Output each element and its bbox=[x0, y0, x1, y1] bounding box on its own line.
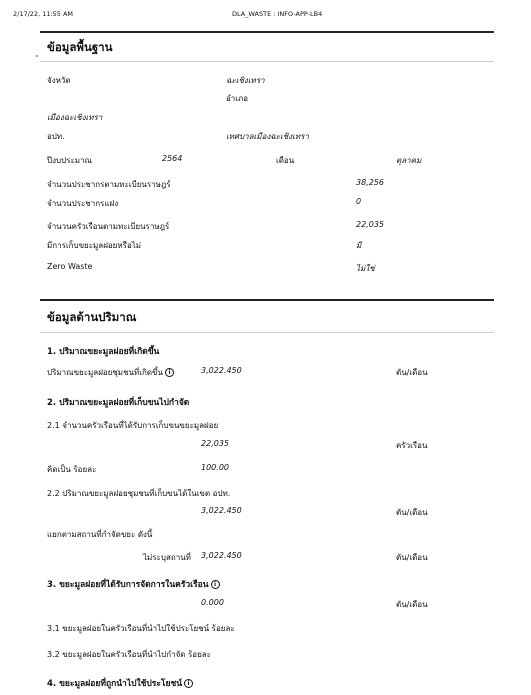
households-label: จำนวนครัวเรือนตามทะเบียนราษฎร์ bbox=[47, 222, 170, 231]
basic-section-title: ข้อมูลพื้นฐาน bbox=[47, 40, 113, 54]
collected-households-label: 2.1 จำนวนครัวเรือนที่ได้รับการเก็บขนขยะมูลฝอย bbox=[47, 421, 219, 430]
zero-waste-label: Zero Waste bbox=[47, 262, 93, 271]
household-managed-unit: ตัน/เดือน bbox=[396, 600, 428, 609]
unspecified-site-unit: ตัน/เดือน bbox=[396, 553, 428, 562]
district-value: เมืองฉะเชิงเทรา bbox=[47, 113, 103, 122]
month-value: ตุลาคม bbox=[396, 156, 422, 165]
latent-population-value: 0 bbox=[356, 197, 362, 206]
info-circle-icon[interactable]: i bbox=[184, 679, 193, 688]
section-rule-quantity bbox=[40, 299, 494, 301]
section-top-rule bbox=[40, 31, 494, 33]
print-datetime: 2/17/22, 11:55 AM bbox=[13, 10, 74, 18]
budget-year-value: 2564 bbox=[162, 154, 183, 163]
info-circle-icon[interactable]: i bbox=[211, 580, 220, 589]
quantity-divider bbox=[40, 332, 494, 333]
section-4-title: 4. ขยะมูลฝอยที่ถูกนำไปใช้ประโยชน์ i bbox=[47, 676, 193, 690]
month-label: เดือน bbox=[276, 156, 295, 165]
household-reuse-label: 3.1 ขยะมูลฝอยในครัวเรือนที่นำไปใช้ประโยชน์ ร้อยละ bbox=[47, 624, 235, 633]
generated-waste-unit: ตัน/เดือน bbox=[396, 368, 428, 377]
registered-population-value: 38,256 bbox=[356, 178, 384, 187]
collected-waste-value: 3,022.450 bbox=[201, 506, 242, 515]
quantity-section-title: ข้อมูลด้านปริมาณ bbox=[47, 310, 137, 324]
collected-households-value: 22,035 bbox=[201, 439, 229, 448]
registered-population-label: จำนวนประชากรตามทะเบียนราษฎร์ bbox=[47, 180, 171, 189]
lao-value: เทศบาลเมืองฉะเชิงเทรา bbox=[226, 132, 309, 141]
percent-label: คิดเป็น ร้อยละ bbox=[47, 465, 97, 474]
zero-waste-value: ไม่ใช่ bbox=[356, 264, 375, 273]
household-disposal-label: 3.2 ขยะมูลฝอยในครัวเรือนที่นำไปกำจัด ร้อยละ bbox=[47, 650, 211, 659]
collected-waste-unit: ตัน/เดือน bbox=[396, 508, 428, 517]
waste-fee-label: มีการเก็บขยะมูลฝอยหรือไม่ bbox=[47, 241, 142, 250]
bullet-dot bbox=[36, 55, 38, 57]
unspecified-site-label: ไม่ระบุสถานที่ bbox=[143, 553, 191, 562]
section-2-title: 2. ปริมาณขยะมูลฝอยที่เก็บขนไปกำจัด bbox=[47, 398, 190, 408]
collected-households-unit: ครัวเรือน bbox=[396, 441, 428, 450]
budget-year-label: ปีงบประมาณ bbox=[47, 156, 92, 165]
section-divider bbox=[40, 61, 494, 62]
section-3-title: 3. ขยะมูลฝอยที่ได้รับการจัดการในครัวเรือน i bbox=[47, 577, 220, 591]
info-circle-icon[interactable]: i bbox=[165, 368, 174, 377]
district-label: อำเภอ bbox=[226, 94, 249, 103]
disposal-site-label: แยกตามสถานที่กำจัดขยะ ดังนี้ bbox=[47, 530, 153, 539]
households-value: 22,035 bbox=[356, 220, 384, 229]
waste-fee-value: มี bbox=[356, 241, 362, 250]
household-managed-value: 0.000 bbox=[201, 598, 224, 607]
document-title: DLA_WASTE : INFO-APP-LB4 bbox=[232, 10, 323, 18]
province-label: จังหวัด bbox=[47, 76, 71, 85]
section-1-title: 1. ปริมาณขยะมูลฝอยที่เกิดขึ้น bbox=[47, 347, 160, 357]
percent-value: 100.00 bbox=[201, 463, 229, 472]
latent-population-label: จำนวนประชากรแฝง bbox=[47, 199, 119, 208]
lao-label: อปท. bbox=[47, 132, 65, 141]
unspecified-site-value: 3,022.450 bbox=[201, 551, 242, 560]
province-value: ฉะเชิงเทรา bbox=[226, 76, 265, 85]
collected-waste-label: 2.2 ปริมาณขยะมูลฝอยชุมชนที่เก็บขนได้ในเขต อปท. bbox=[47, 489, 231, 498]
generated-waste-label: ปริมาณขยะมูลฝอยชุมชนที่เกิดขึ้น i bbox=[47, 366, 174, 379]
generated-waste-value: 3,022.450 bbox=[201, 366, 242, 375]
